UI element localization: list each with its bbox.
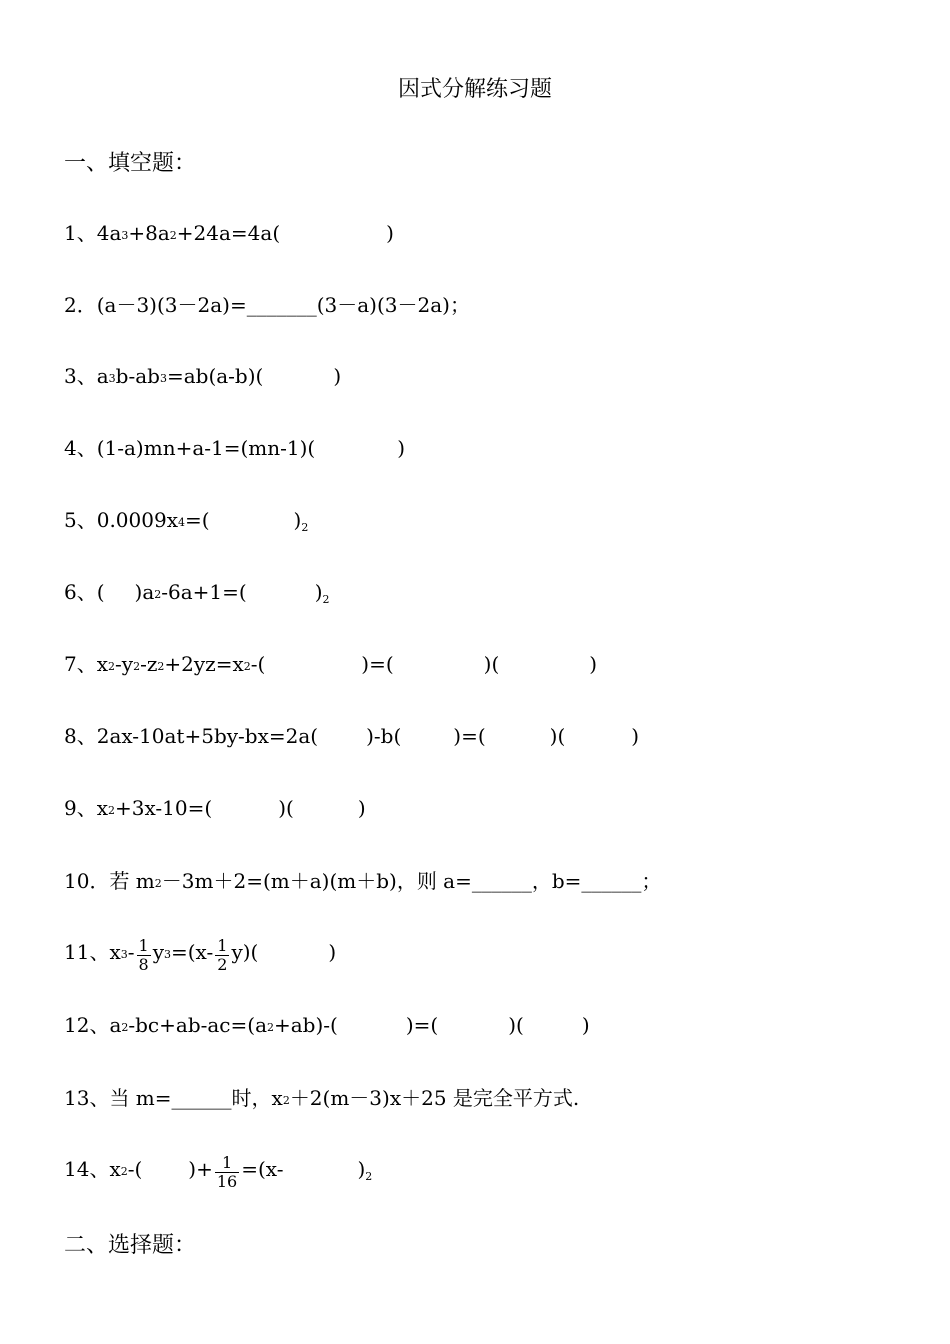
q6-text: 6、( — [64, 580, 105, 604]
q11-text: - — [127, 940, 135, 964]
q13-text: 13、当 m= — [64, 1086, 172, 1110]
q3-text: ) — [333, 364, 342, 388]
q11-text: y — [152, 940, 164, 964]
q9-text: )( — [278, 796, 294, 820]
denominator: 2 — [217, 955, 228, 974]
numerator: 1 — [217, 936, 228, 955]
q5-text: 5、0.0009x — [64, 508, 178, 532]
q12-text: ) — [581, 1013, 590, 1037]
question-2 — [64, 290, 470, 320]
q11-text: y)( — [231, 940, 259, 964]
q7-text: -( — [250, 652, 266, 676]
q14-text: =(x- — [241, 1157, 284, 1181]
q7-text: ) — [589, 652, 598, 676]
q13-text: ＋2(m－3)x＋25 是完全平方式. — [289, 1086, 580, 1110]
q10-exp: 2 — [154, 877, 162, 890]
q5-text: ) — [293, 508, 302, 532]
q11-exp: 3 — [164, 948, 171, 961]
question-6 — [64, 577, 330, 611]
q6-text: )a — [134, 580, 155, 604]
question-1 — [64, 218, 394, 252]
q7-exp: 2 — [133, 660, 141, 673]
q3-exp: 3 — [108, 372, 116, 385]
answer-blank[interactable]: _______ — [246, 293, 317, 317]
q5-exp: 2 — [301, 521, 309, 534]
q3-text: =ab(a-b)( — [166, 364, 264, 388]
q1-text: ) — [386, 221, 394, 245]
q8-text: )( — [549, 724, 566, 748]
answer-blank[interactable]: ______ — [471, 869, 532, 893]
q6-text: ) — [314, 580, 323, 604]
denominator: 8 — [138, 955, 149, 974]
q11-text: =(x- — [171, 940, 214, 964]
q5-exp: 4 — [177, 516, 185, 529]
q10-text: ； — [641, 869, 662, 893]
q12-text: -bc+ab-ac=(a — [128, 1013, 267, 1037]
page-title: 因式分解练习题 — [397, 77, 552, 102]
q9-exp: 2 — [108, 804, 116, 817]
q3-text: 3、a — [64, 364, 109, 388]
q12-exp: 2 — [267, 1021, 274, 1034]
q6-text: -6a+1=( — [161, 580, 247, 604]
q3-text: b-ab — [115, 364, 160, 388]
q1-text: +24a=4a( — [176, 221, 281, 245]
q14-exp: 2 — [120, 1165, 128, 1178]
q9-text: 9、x — [64, 796, 109, 820]
q11-exp: 3 — [120, 948, 128, 961]
q7-text: +2yz=x — [164, 652, 244, 676]
denominator: 16 — [216, 1172, 238, 1191]
q13-exp: 2 — [282, 1094, 290, 1107]
question-3 — [64, 361, 341, 395]
q4-text: ) — [397, 436, 406, 460]
q9-text: ) — [357, 796, 366, 820]
q1-exp: 2 — [169, 229, 177, 242]
q10-text: ，b= — [531, 869, 582, 893]
q11-text: 11、x — [64, 940, 121, 964]
q8-text: ) — [631, 724, 640, 748]
numerator: 1 — [215, 1154, 239, 1173]
question-10 — [64, 866, 661, 900]
q12-text: )( — [508, 1013, 524, 1037]
q7-text: -y — [115, 652, 134, 676]
q8-text: )=( — [453, 724, 486, 748]
question-13 — [64, 1083, 579, 1117]
q3-exp: 3 — [159, 372, 167, 385]
q8-text: )-b( — [366, 724, 402, 748]
answer-blank[interactable]: ______ — [581, 869, 642, 893]
question-7 — [64, 649, 597, 683]
fraction — [137, 937, 151, 974]
question-8 — [64, 721, 639, 751]
fraction — [215, 1154, 239, 1191]
q7-text: )( — [483, 652, 500, 676]
answer-blank[interactable]: ______ — [171, 1086, 232, 1110]
fraction — [215, 937, 229, 974]
q11-text: ) — [328, 940, 337, 964]
question-11 — [64, 935, 336, 972]
q14-exp: 2 — [365, 1170, 373, 1183]
numerator: 1 — [138, 936, 149, 955]
section-fill-in-blank: 一、填空题： — [64, 151, 197, 176]
q6-exp: 2 — [322, 593, 330, 606]
question-9 — [64, 793, 366, 827]
question-5 — [64, 505, 308, 539]
q12-exp: 2 — [121, 1021, 129, 1034]
q14-text: -( — [127, 1157, 143, 1181]
q7-text: -z — [140, 652, 158, 676]
q13-text: 时，x — [231, 1086, 283, 1110]
q4-text: 4、(1-a)mn+a-1=(mn-1)( — [64, 436, 316, 460]
q7-text: )=( — [361, 652, 394, 676]
q10-text: －3m＋2=(m＋a)(m＋b)，则 a= — [161, 869, 472, 893]
q14-text: ) — [357, 1157, 366, 1181]
q12-text: +ab)-( — [274, 1013, 338, 1037]
q7-exp: 2 — [108, 660, 116, 673]
q10-text: 10．若 m — [64, 869, 155, 893]
q12-text: )=( — [405, 1013, 439, 1037]
q14-text: 14、x — [64, 1157, 121, 1181]
q8-text: 8、2ax-10at+5by-bx=2a( — [64, 724, 319, 748]
q2-text: (3－a)(3－2a)； — [316, 293, 470, 317]
q1-text: +8a — [128, 221, 170, 245]
question-12 — [64, 1010, 590, 1044]
q14-text: )+ — [188, 1157, 213, 1181]
q6-exp: 2 — [154, 588, 162, 601]
q2-text: 2．(a－3)(3－2a)= — [64, 293, 247, 317]
q1-exp: 3 — [121, 229, 129, 242]
q7-exp: 2 — [243, 660, 251, 673]
section-multiple-choice: 二、选择题： — [64, 1233, 197, 1258]
q1-text: 1、4a — [64, 221, 122, 245]
q9-text: +3x-10=( — [115, 796, 213, 820]
q12-text: 12、a — [64, 1013, 122, 1037]
q5-text: =( — [184, 508, 210, 532]
question-4 — [64, 433, 405, 463]
q7-exp: 2 — [157, 660, 165, 673]
question-14 — [64, 1152, 372, 1189]
q7-text: 7、x — [64, 652, 109, 676]
